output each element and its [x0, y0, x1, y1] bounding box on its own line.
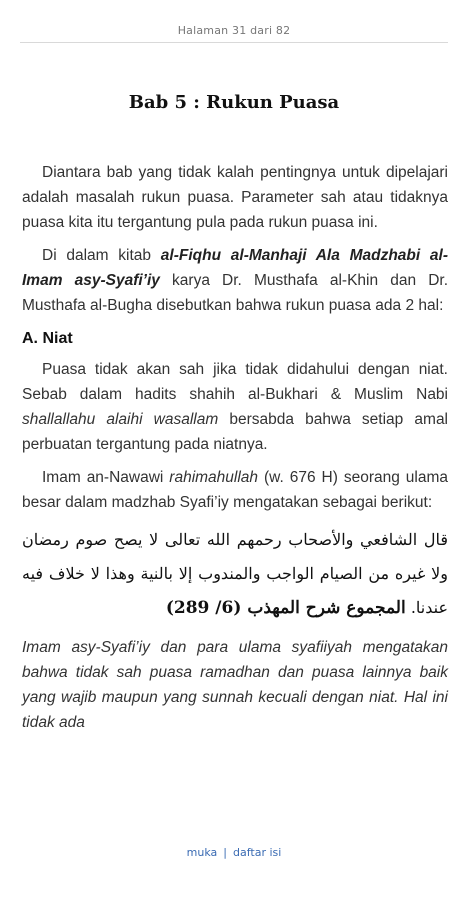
section-heading-niat: A. Niat [22, 330, 73, 347]
header-divider [20, 42, 448, 43]
source-paragraph [22, 243, 448, 318]
link-muka[interactable]: muka [186, 846, 218, 859]
nawawi-text-pre: Imam an-Nawawi [42, 469, 170, 486]
page-content [22, 160, 448, 743]
niat-text-pre: Puasa tidak akan sah jika tidak didahului dengan niat. Sebab dalam hadits shahih al-Bukhari & Muslim Nabi [22, 361, 448, 403]
arabic-reference: المجموع شرح المهذب (6/ 289) [165, 598, 406, 618]
niat-paragraph [22, 357, 448, 457]
source-text-post: karya Dr. Musthafa al-Khin dan Dr. Musthafa al-Bugha disebutkan bahwa rukun puasa ada 2 hal: [22, 272, 449, 314]
source-text-pre: Di dalam kitab [42, 247, 161, 264]
niat-text-post: bersabda bahwa setiap amal perbuatan tergantung pada niatnya. [22, 411, 449, 453]
footer-nav [0, 846, 468, 859]
intro-paragraph: Diantara bab yang tidak kalah pentingnya untuk dipelajari adalah masalah rukun puasa. Parameter sah atau tidaknya puasa kita itu tergantung pula pada rukun puasa ini. [22, 164, 448, 231]
page-indicator: Halaman 31 dari 82 [177, 24, 291, 37]
translation-paragraph: Imam asy-Syafi’iy dan para ulama syafiiyah mengatakan bahwa tidak sah puasa ramadhan dan puasa lainnya baik yang wajib maupun yang sunnah kecuali dengan niat. Hal ini tidak ada [22, 639, 448, 731]
nawawi-text-post: (w. 676 H) seorang ulama besar dalam madzhab Syafi’iy mengatakan sebagai berikut: [22, 469, 448, 511]
book-title: al-Fiqhu al-Manhaji Ala Madzhabi al-Imam asy-Syafi’iy [22, 247, 448, 289]
nawawi-paragraph [22, 465, 448, 515]
niat-salawat: shallallahu alaihi wasallam [22, 411, 219, 428]
footer-separator: | [223, 846, 227, 859]
link-daftar-isi[interactable]: daftar isi [233, 846, 282, 859]
arabic-quote-text: قال الشافعي والأصحاب رحمهم الله تعالى لا يصح صوم رمضان ولا غيره من الصيام الواجب والمندوب إلا بالنية وهذا لا خلاف فيه عندنا. [22, 530, 448, 617]
nawawi-honorific: rahimahullah [169, 469, 259, 486]
arabic-quote [22, 523, 448, 625]
chapter-title: Bab 5 : Rukun Puasa [128, 92, 340, 113]
